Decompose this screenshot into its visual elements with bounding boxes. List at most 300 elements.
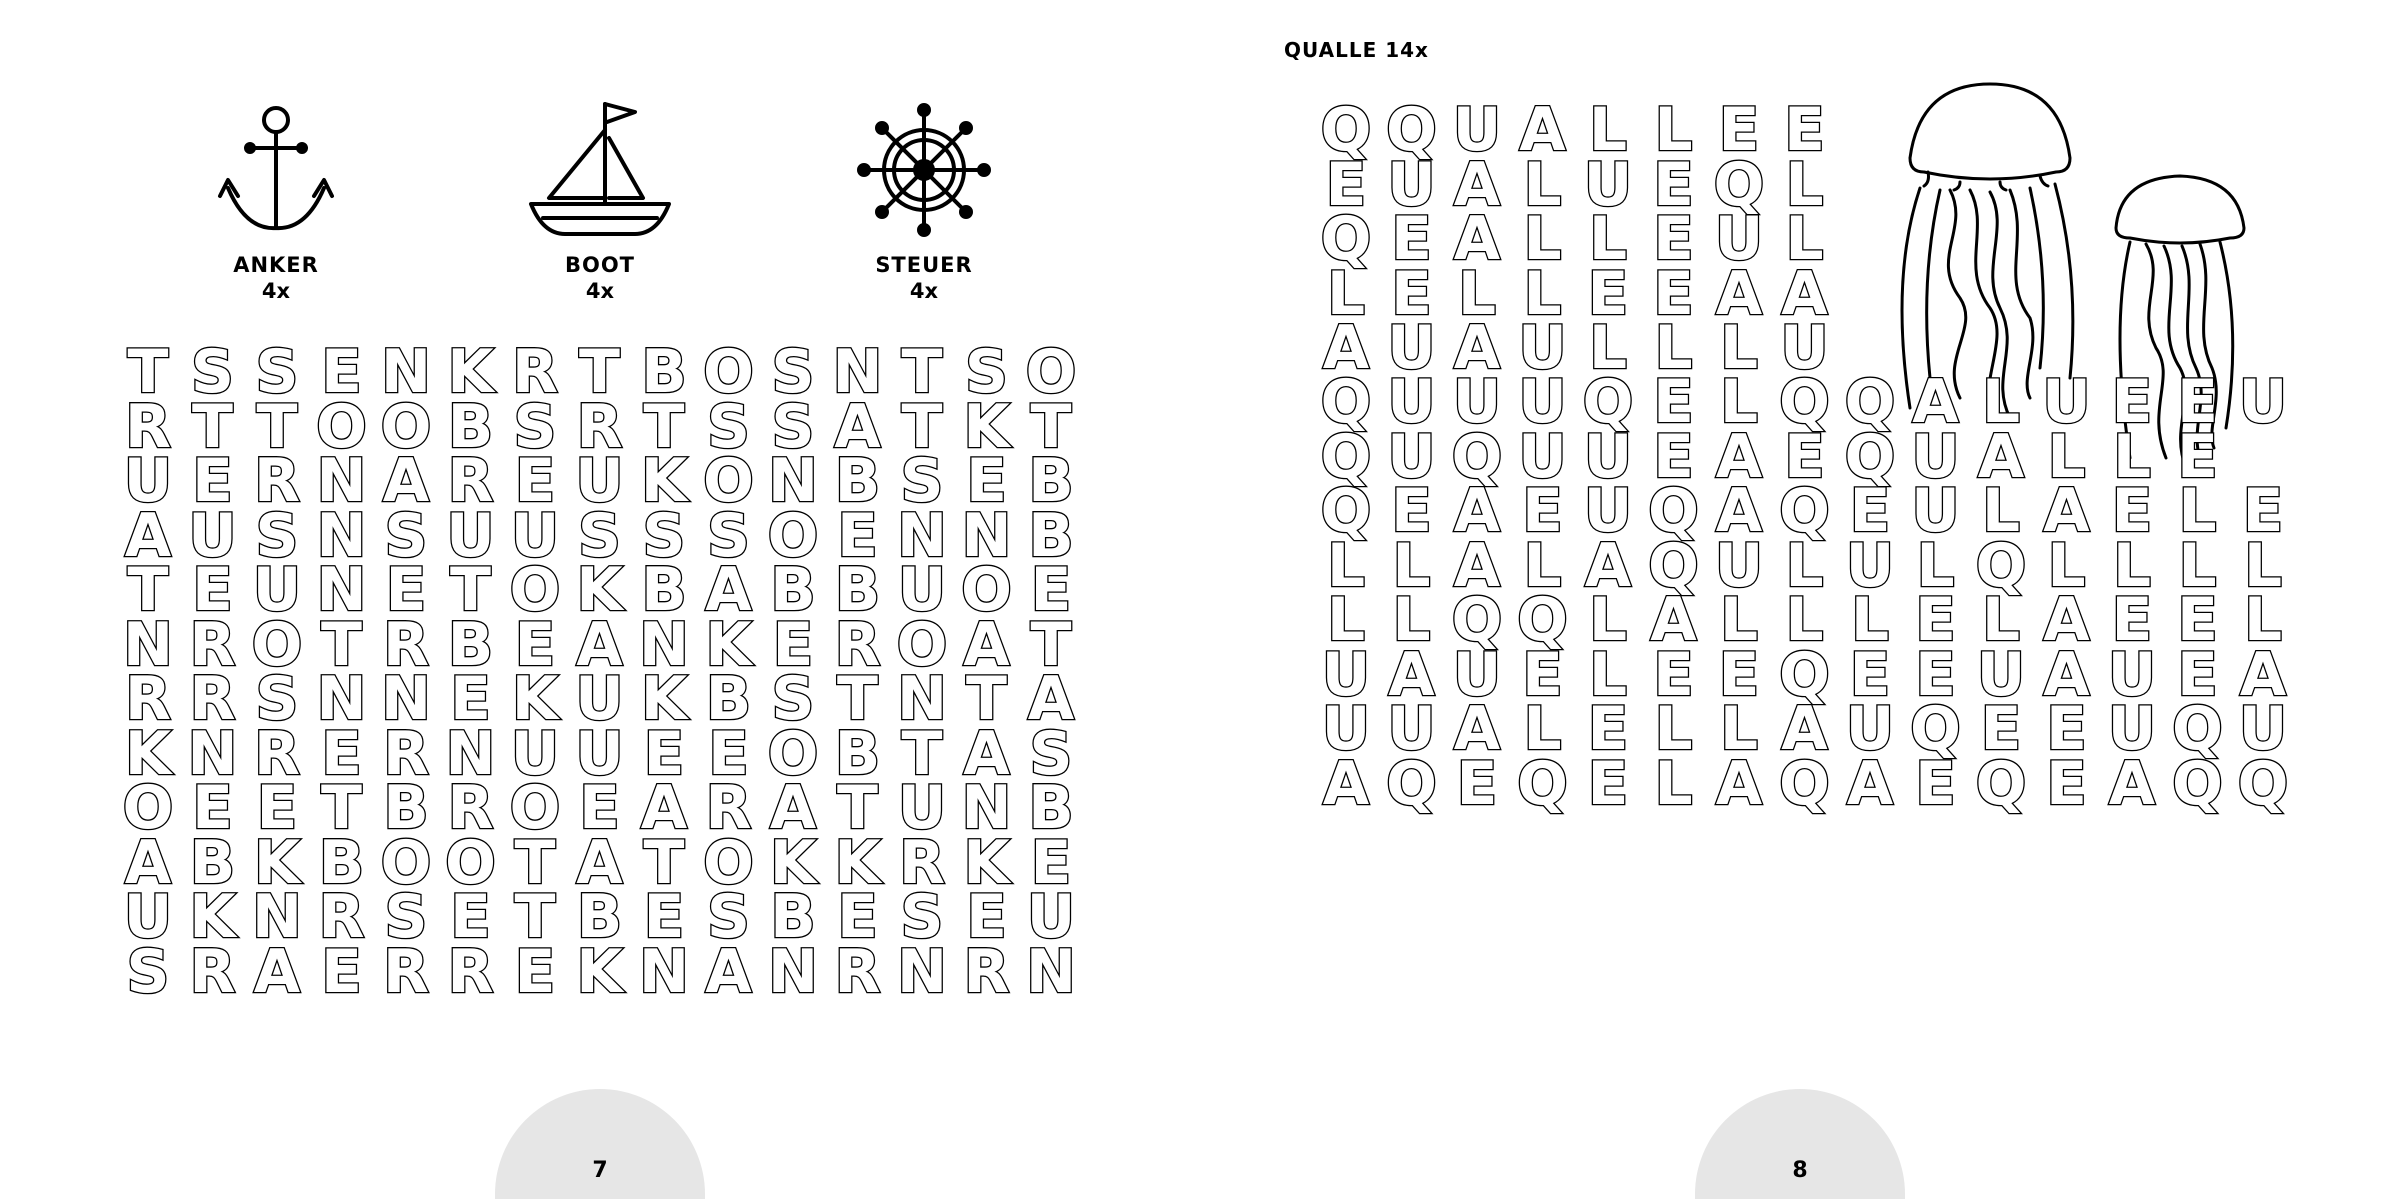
grid-letter: E <box>2111 585 2153 655</box>
grid-letter: T <box>901 391 943 462</box>
grid-letter: L <box>2243 585 2283 655</box>
grid-letter: B <box>383 773 429 843</box>
grid-letter: E <box>1718 95 1760 165</box>
grid-letter: U <box>1518 313 1567 383</box>
grid-letter: U <box>2042 367 2091 437</box>
grid-letter: E <box>643 882 685 952</box>
grid-letter: E <box>1653 149 1694 220</box>
grid-letter: B <box>447 609 494 680</box>
grid-letter: U <box>2238 694 2288 764</box>
grid-letter: E <box>514 446 556 516</box>
grid-letter: L <box>1719 585 1759 655</box>
grid-letter: N <box>316 555 367 625</box>
grid-letter: N <box>896 500 948 571</box>
grid-letter: R <box>511 337 559 407</box>
grid-letter: S <box>706 882 751 952</box>
grid-letter: K <box>769 827 817 898</box>
grid-letter: E <box>1653 204 1694 274</box>
grid-letter: U <box>1911 476 1960 546</box>
grid-letter: O <box>702 827 754 898</box>
grid-letter: S <box>771 664 815 734</box>
grid-letter: B <box>1028 500 1074 571</box>
grid-letter: E <box>2177 421 2218 492</box>
grid-letter: E <box>1653 421 1694 492</box>
grid-letter: K <box>447 337 494 407</box>
grid-letter: N <box>445 718 496 789</box>
grid-letter: T <box>837 664 878 734</box>
grid-letter: A <box>834 391 881 462</box>
grid-letter: U <box>252 555 302 625</box>
grid-letter: N <box>316 500 367 571</box>
grid-letter: S <box>384 500 428 571</box>
grid-letter: R <box>189 936 236 1007</box>
grid-letter: O <box>444 827 496 898</box>
grid-letter: L <box>1719 313 1759 383</box>
grid-letter: Q <box>1320 421 1372 492</box>
page-number: 7 <box>592 1158 608 1183</box>
grid-letter: E <box>2046 694 2087 764</box>
grid-letter: A <box>2043 639 2090 710</box>
grid-letter: E <box>1784 95 1825 165</box>
grid-letter: U <box>1452 639 1502 710</box>
grid-letter: Q <box>1778 748 1830 819</box>
word-count: 4x <box>261 279 291 303</box>
grid-letter: A <box>124 827 172 898</box>
grid-letter: N <box>380 337 432 407</box>
grid-letter: Q <box>1975 530 2027 601</box>
grid-letter: E <box>192 773 233 843</box>
grid-letter: A <box>963 718 1010 789</box>
grid-letter: Q <box>1320 204 1372 274</box>
word-title: QUALLE 14x <box>1284 38 1429 62</box>
grid-letter: E <box>2177 585 2218 655</box>
grid-letter: N <box>961 773 1012 843</box>
grid-letter: A <box>769 773 817 843</box>
grid-letter: L <box>1588 313 1628 383</box>
grid-letter: B <box>1028 773 1074 843</box>
grid-letter: N <box>767 936 819 1007</box>
grid-letter: E <box>450 882 491 952</box>
grid-letter: Q <box>1516 585 1568 655</box>
grid-letter: E <box>708 718 749 789</box>
grid-letter: R <box>124 664 172 734</box>
grid-letter: Q <box>1909 694 1961 764</box>
grid-letter: E <box>1915 639 1956 710</box>
grid-letter: L <box>1326 585 1366 655</box>
grid-letter: U <box>1714 204 1764 274</box>
grid-letter: A <box>1388 639 1435 710</box>
grid-letter: A <box>576 609 623 680</box>
grid-letter: T <box>1030 391 1072 462</box>
grid-letter: E <box>321 337 362 407</box>
grid-letter: U <box>1321 694 1371 764</box>
grid-letter: N <box>122 609 174 680</box>
grid-letter: Q <box>2237 748 2289 819</box>
grid-letter: B <box>641 555 687 625</box>
grid-letter: O <box>315 391 367 462</box>
grid-letter: T <box>127 337 169 407</box>
grid-letter: U <box>1518 367 1567 437</box>
grid-letter: Q <box>1647 530 1699 601</box>
grid-letter: L <box>1523 258 1562 329</box>
grid-letter: R <box>447 446 494 516</box>
grid-letter: S <box>642 500 686 571</box>
grid-letter: L <box>1523 530 1562 601</box>
grid-letter: T <box>514 827 556 898</box>
grid-letter: E <box>256 773 298 843</box>
grid-letter: R <box>447 936 494 1007</box>
grid-letter: K <box>189 882 236 952</box>
grid-letter: O <box>896 609 948 680</box>
grid-letter: E <box>643 718 685 789</box>
grid-letter: E <box>321 718 362 789</box>
grid-letter: S <box>190 337 235 407</box>
grid-letter: A <box>1453 694 1501 764</box>
grid-letter: O <box>122 773 174 843</box>
grid-letter: K <box>253 827 301 898</box>
grid-letter: E <box>192 446 233 516</box>
grid-letter: R <box>382 718 430 789</box>
grid-letter: E <box>1522 639 1563 710</box>
grid-letter: L <box>2178 476 2217 546</box>
grid-letter: L <box>1326 258 1366 329</box>
grid-letter: L <box>1785 585 1824 655</box>
grid-letter: L <box>2047 421 2086 492</box>
grid-letter: L <box>1981 367 2021 437</box>
grid-letter: A <box>1519 95 1566 165</box>
grid-letter: R <box>253 446 301 516</box>
grid-letter: N <box>961 500 1012 571</box>
grid-letter: T <box>966 664 1007 734</box>
grid-letter: E <box>1587 748 1629 819</box>
grid-letter: T <box>256 391 298 462</box>
grid-letter: T <box>643 391 685 462</box>
grid-letter: A <box>2043 476 2090 546</box>
grid-letter: U <box>1976 639 2026 710</box>
grid-letter: R <box>382 936 430 1007</box>
grid-letter: A <box>963 609 1010 680</box>
grid-letter: B <box>318 827 365 898</box>
word-label: STEUER <box>875 253 973 277</box>
grid-letter: L <box>1654 694 1693 764</box>
grid-letter: R <box>576 391 623 462</box>
grid-letter: S <box>577 500 622 571</box>
grid-letter: A <box>705 555 752 625</box>
grid-letter: L <box>1523 204 1562 274</box>
grid-letter: U <box>1518 421 1567 492</box>
grid-letter: L <box>1588 639 1628 710</box>
grid-letter: Q <box>1975 748 2027 819</box>
grid-letter: Q <box>1451 585 1503 655</box>
grid-letter: N <box>316 664 367 734</box>
grid-letter: U <box>1387 367 1436 437</box>
grid-letter: U <box>1026 882 1076 952</box>
grid-letter: L <box>1785 530 1824 601</box>
grid-letter: L <box>1981 585 2021 655</box>
grid-letter: U <box>1911 421 1960 492</box>
grid-letter: U <box>2238 367 2288 437</box>
grid-letter: U <box>1845 530 1895 601</box>
grid-letter: E <box>1849 639 1891 710</box>
grid-letter: E <box>1915 748 1956 819</box>
anchor-icon <box>156 100 396 240</box>
grid-letter: B <box>834 718 881 789</box>
grid-letter: T <box>901 337 943 407</box>
grid-letter: A <box>1650 585 1697 655</box>
grid-letter: N <box>316 446 367 516</box>
grid-letter: E <box>514 609 556 680</box>
grid-letter: L <box>2047 530 2086 601</box>
grid-letter: K <box>640 446 688 516</box>
grid-letter: O <box>380 391 432 462</box>
grid-letter: A <box>1715 748 1763 819</box>
grid-letter: Q <box>1320 476 1372 546</box>
grid-letter: R <box>447 773 494 843</box>
grid-letter: R <box>318 882 365 952</box>
grid-letter: N <box>1025 936 1077 1007</box>
grid-letter: Q <box>1713 149 1765 220</box>
grid-letter: S <box>771 391 815 462</box>
grid-letter: L <box>1785 149 1824 220</box>
grid-letter: U <box>1780 313 1829 383</box>
grid-letter: R <box>963 936 1010 1007</box>
grid-letter: S <box>255 500 299 571</box>
grid-letter: L <box>1326 530 1366 601</box>
grid-letter: U <box>1387 694 1436 764</box>
grid-letter: Q <box>2171 748 2223 819</box>
grid-letter: E <box>1653 258 1694 329</box>
grid-letter: E <box>2046 748 2087 819</box>
grid-letter: L <box>1588 585 1628 655</box>
grid-letter: A <box>382 446 430 516</box>
grid-letter: T <box>901 718 943 789</box>
grid-letter: S <box>255 337 299 407</box>
grid-letter: Q <box>1516 748 1568 819</box>
grid-letter: E <box>1718 639 1760 710</box>
grid-letter: A <box>705 936 752 1007</box>
grid-letter: L <box>1850 585 1890 655</box>
grid-letter: R <box>189 609 236 680</box>
grid-letter: O <box>767 718 819 789</box>
grid-letter: Q <box>1385 95 1437 165</box>
grid-letter: T <box>579 337 620 407</box>
grid-letter: N <box>767 446 819 516</box>
grid-letter: E <box>1391 476 1432 546</box>
grid-letter: R <box>898 827 946 898</box>
grid-letter: B <box>576 882 623 952</box>
grid-letter: E <box>1030 555 1072 625</box>
grid-letter: U <box>188 500 237 571</box>
grid-letter: U <box>1387 313 1436 383</box>
grid-letter: Q <box>1320 367 1372 437</box>
grid-letter: T <box>127 555 169 625</box>
grid-letter: T <box>1030 609 1072 680</box>
grid-letter: O <box>1025 337 1077 407</box>
grid-letter: E <box>772 609 814 680</box>
grid-letter: R <box>253 718 301 789</box>
grid-letter: A <box>1715 421 1763 492</box>
word-boot <box>480 100 720 304</box>
grid-letter: T <box>192 391 233 462</box>
grid-letter: A <box>1977 421 2025 492</box>
grid-letter: T <box>514 882 556 952</box>
grid-letter: O <box>702 446 754 516</box>
grid-letter: B <box>641 337 687 407</box>
grid-letter: E <box>1915 585 1956 655</box>
grid-letter: E <box>1980 694 2022 764</box>
grid-letter: U <box>510 500 560 571</box>
grid-letter: L <box>1719 367 1759 437</box>
grid-letter: L <box>1523 149 1562 220</box>
grid-letter: T <box>450 555 491 625</box>
grid-letter: E <box>1522 476 1563 546</box>
grid-letter: A <box>1846 748 1894 819</box>
grid-letter: U <box>575 446 624 516</box>
grid-letter: U <box>123 446 173 516</box>
grid-letter: S <box>964 337 1009 407</box>
grid-letter: A <box>2043 585 2090 655</box>
grid-letter: A <box>1453 204 1501 274</box>
grid-letter: E <box>1849 476 1891 546</box>
word-label: BOOT <box>564 253 636 277</box>
grid-letter: A <box>1584 530 1632 601</box>
grid-letter: U <box>897 773 947 843</box>
grid-letter: E <box>1325 149 1367 220</box>
grid-letter: K <box>963 391 1010 462</box>
grid-letter: S <box>384 882 428 952</box>
grid-letter: U <box>1321 639 1371 710</box>
grid-letter: A <box>1453 476 1501 546</box>
grid-letter: E <box>1587 694 1629 764</box>
grid-letter: E <box>1391 258 1432 329</box>
grid-letter: E <box>321 936 362 1007</box>
grid-letter: N <box>896 664 948 734</box>
grid-letter: N <box>832 337 883 407</box>
grid-letter: E <box>450 664 491 734</box>
grid-letter: L <box>1392 585 1431 655</box>
grid-letter: L <box>1785 204 1824 274</box>
grid-letter: N <box>251 882 303 952</box>
grid-letter: L <box>1981 476 2021 546</box>
grid-letter: E <box>1784 421 1825 492</box>
grid-letter: T <box>643 827 685 898</box>
grid-letter: N <box>187 718 238 789</box>
grid-letter: U <box>1714 530 1764 601</box>
grid-letter: Q <box>1320 95 1372 165</box>
grid-letter: O <box>380 827 432 898</box>
grid-letter: E <box>2177 367 2218 437</box>
grid-letter: A <box>1027 664 1075 734</box>
grid-letter: K <box>963 827 1010 898</box>
grid-letter: B <box>834 555 881 625</box>
grid-letter: A <box>1781 694 1828 764</box>
grid-letter: Q <box>1385 748 1437 819</box>
grid-letter: R <box>705 773 752 843</box>
grid-letter: U <box>123 882 173 952</box>
grid-letter: U <box>575 664 624 734</box>
grid-letter: R <box>382 609 430 680</box>
grid-letter: S <box>1029 718 1073 789</box>
grid-letter: O <box>509 555 561 625</box>
grid-letter: U <box>1583 149 1633 220</box>
grid-letter: O <box>509 773 561 843</box>
grid-letter: Q <box>1844 421 1896 492</box>
grid-letter: A <box>1322 748 1370 819</box>
ships-wheel-icon <box>804 100 1044 240</box>
grid-letter: B <box>770 555 816 625</box>
grid-letter: A <box>1453 149 1501 220</box>
grid-letter: S <box>771 337 815 407</box>
grid-letter: A <box>576 827 623 898</box>
grid-letter: K <box>640 664 688 734</box>
grid-letter: E <box>2111 367 2153 437</box>
grid-letter: O <box>960 555 1012 625</box>
grid-letter: Q <box>1778 367 1830 437</box>
grid-letter: Q <box>1778 476 1830 546</box>
grid-letter: R <box>189 664 236 734</box>
grid-letter: S <box>706 391 751 462</box>
grid-letter: N <box>638 936 690 1007</box>
grid-letter: L <box>1916 530 1955 601</box>
sailboat-icon <box>480 100 720 240</box>
grid-letter: U <box>1583 476 1633 546</box>
grid-letter: K <box>576 555 623 625</box>
grid-letter: Q <box>1582 367 1634 437</box>
grid-letter: E <box>966 446 1007 516</box>
grid-letter: A <box>1453 313 1501 383</box>
grid-letter: E <box>514 936 556 1007</box>
grid-letter: B <box>447 391 494 462</box>
grid-letter: A <box>1715 258 1763 329</box>
grid-letter: S <box>513 391 557 462</box>
grid-letter: E <box>1030 827 1072 898</box>
grid-letter: L <box>2112 530 2152 601</box>
grid-letter: U <box>1452 95 1502 165</box>
grid-letter: U <box>446 500 495 571</box>
grid-letter: Q <box>1451 421 1503 492</box>
grid-letter: B <box>705 664 752 734</box>
grid-letter: E <box>837 500 878 571</box>
grid-letter: E <box>1653 367 1694 437</box>
grid-letter: U <box>510 718 560 789</box>
grid-letter: S <box>900 446 944 516</box>
grid-letter: E <box>2177 639 2218 710</box>
grid-letter: S <box>900 882 944 952</box>
grid-letter: A <box>1715 476 1763 546</box>
grid-letter: K <box>511 664 559 734</box>
grid-letter: A <box>1912 367 1959 437</box>
grid-letter: Q <box>2171 694 2223 764</box>
word-count: 4x <box>909 279 939 303</box>
grid-letter: Q <box>1647 476 1699 546</box>
grid-letter: A <box>124 500 172 571</box>
grid-letter: R <box>834 936 881 1007</box>
grid-letter: U <box>575 718 624 789</box>
grid-letter: R <box>834 609 881 680</box>
grid-letter: T <box>837 773 878 843</box>
grid-letter: L <box>1392 530 1431 601</box>
grid-letter: A <box>1781 258 1828 329</box>
grid-letter: S <box>706 500 751 571</box>
grid-letter: E <box>2111 476 2153 546</box>
page-number: 8 <box>1792 1158 1808 1183</box>
word-count: 4x <box>585 279 615 303</box>
grid-letter: U <box>1583 421 1633 492</box>
grid-letter: S <box>126 936 170 1007</box>
grid-letter: K <box>124 718 172 789</box>
grid-letter: N <box>896 936 948 1007</box>
grid-letter: U <box>1387 149 1436 220</box>
